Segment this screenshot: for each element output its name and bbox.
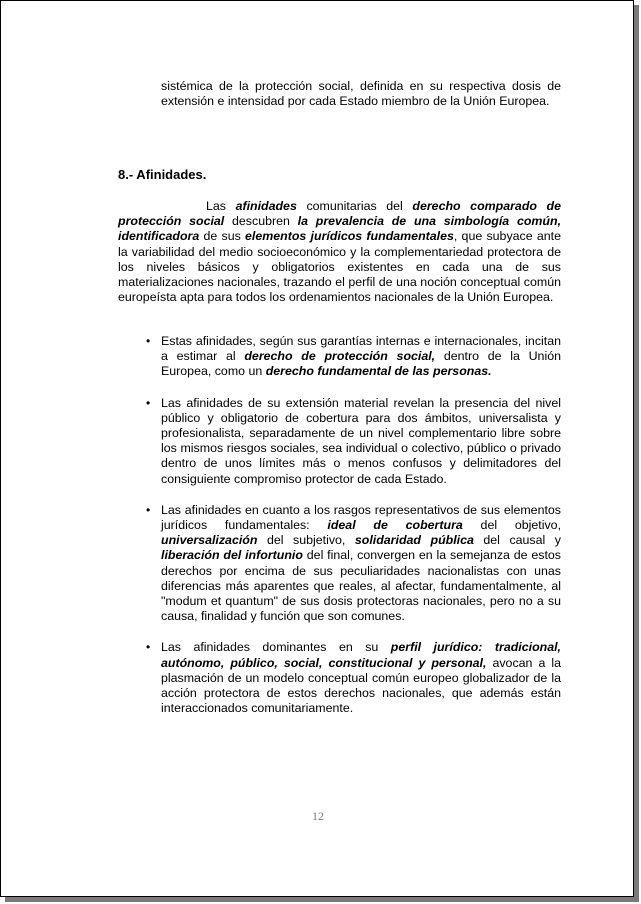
intro-text: Las bbox=[206, 199, 236, 213]
bullet-text: avocan a la plasmación de un modelo conceptual común europeo globalizador de la acción protectora de estos derechos nacionales, que además están interaccionados comunitariamente. bbox=[161, 655, 561, 716]
bullet-text: del objetivo, bbox=[462, 518, 562, 533]
bullet-emphasis: ideal de cobertura bbox=[327, 518, 463, 533]
list-item bbox=[146, 396, 561, 487]
intro-text: comunitarias del bbox=[296, 199, 413, 213]
list-item bbox=[146, 640, 561, 716]
bullet-text: Las afinidades en cuanto a los rasgos representativos de sus elementos jurídicos fundamentales: bbox=[161, 502, 561, 533]
bullet-list bbox=[146, 334, 561, 732]
bullet-text: del final, convergen en la semejanza de estos derechos por encima de sus peculiaridades nacionalistas con unas diferencias más aparentes que reales, al afectar, fundamentalmente, al "modum et quantum" de sus dosis protectoras nacionales, pero no a su causa, finalidad y función que son comunes. bbox=[161, 548, 562, 624]
list-item bbox=[146, 503, 561, 625]
bullet-text: del causal y bbox=[473, 533, 561, 548]
section-heading: 8.- Afinidades. bbox=[118, 167, 207, 182]
intro-emphasis: elementos jurídicos fundamentales bbox=[245, 229, 454, 244]
intro-text: de sus bbox=[199, 229, 246, 244]
bullet-icon: • bbox=[146, 502, 151, 517]
bullet-emphasis: perfil jurídico: tradicional, autónomo, público, social, constitucional y personal, bbox=[161, 640, 561, 670]
bullet-emphasis: liberación del infortunio bbox=[161, 548, 303, 563]
bullet-text: Las afinidades de su extensión material revelan la presencia del nivel público y obligatorio de cobertura para dos ámbitos, universalista y profesionalista, separadamente de un nivel complementario libre sobre los mismos riesgos sociales, sea individual o colectivo, público o privado dentro de unos límites más o menos confusos y delimitadores del consiguiente compromiso protector de cada Estado. bbox=[161, 395, 561, 486]
list-item bbox=[146, 334, 561, 380]
intro-emphasis: derecho comparado de protección social bbox=[118, 199, 562, 229]
bullet-emphasis: solidaridad pública bbox=[354, 533, 474, 548]
bullet-icon: • bbox=[146, 640, 151, 655]
bullet-emphasis: derecho fundamental de las personas. bbox=[265, 364, 492, 379]
bullet-emphasis: universalización bbox=[161, 533, 258, 548]
bullet-icon: • bbox=[146, 395, 151, 410]
bullet-emphasis: derecho de protección social, bbox=[244, 349, 436, 364]
bullet-icon: • bbox=[146, 334, 151, 348]
intro-paragraph bbox=[118, 199, 561, 305]
intro-emphasis: la prevalencia de una simbología común, identificadora bbox=[118, 214, 562, 244]
intro-text: descubren bbox=[224, 214, 298, 229]
continuation-paragraph: sistémica de la protección social, definida en su respectiva dosis de extensión e intensidad por cada Estado miembro de la Unión Europea. bbox=[161, 79, 561, 109]
intro-emphasis: afinidades bbox=[235, 199, 297, 213]
bullet-text: Estas afinidades, según sus garantías internas e internacionales, incitan a estimar al bbox=[161, 334, 561, 364]
page-number: 12 bbox=[312, 809, 324, 823]
bullet-text: del subjetivo, bbox=[257, 533, 355, 548]
intro-text: , que subyace ante la variabilidad del medio socioeconómico y la complementariedad protectora de los niveles básicos y obligatorios existentes en cada una de sus materializaciones nacionales, trazando el perfil de una noción conceptual común europeísta apta para todos los ordenamientos nacionales de la Unión Europea. bbox=[118, 229, 561, 305]
bullet-text: Las afinidades dominantes en su bbox=[161, 640, 391, 655]
bullet-text: dentro de la Unión Europea, como un bbox=[161, 349, 561, 379]
